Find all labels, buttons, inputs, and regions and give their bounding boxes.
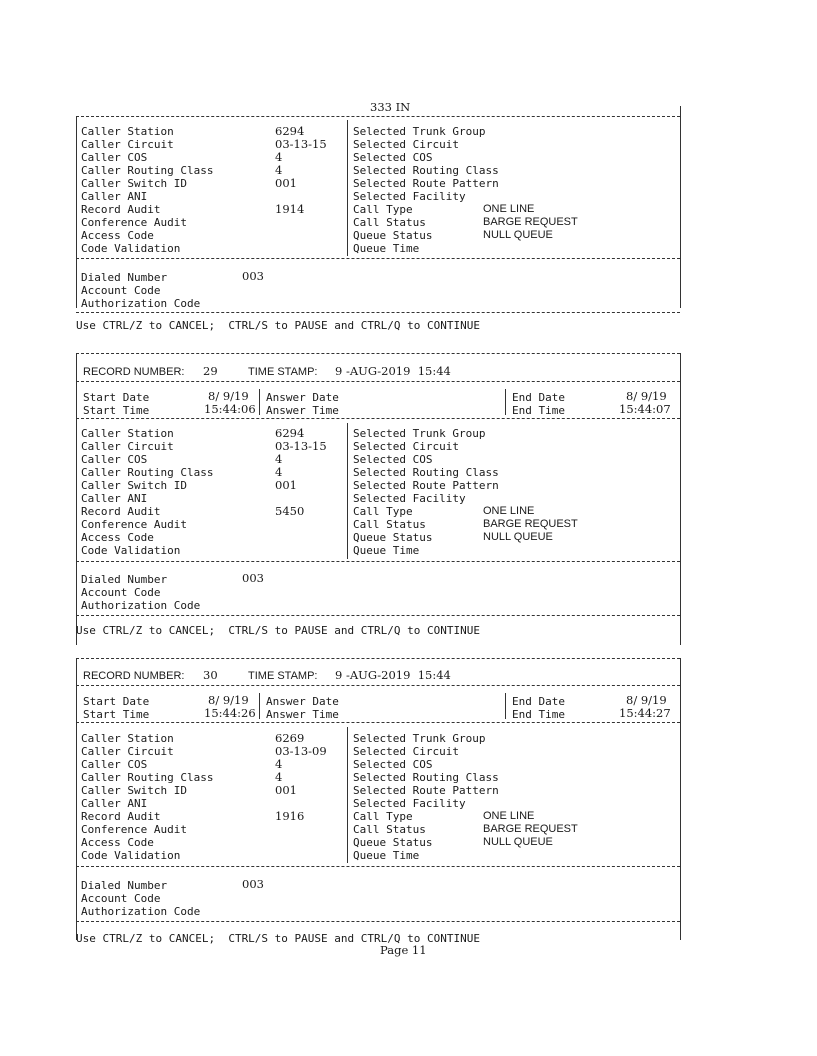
value-start-date: 8/ 9/19 [208, 693, 249, 707]
value-end-date: 8/ 9/19 [626, 389, 667, 403]
page-number: Page 11 [380, 943, 427, 957]
value-call-type: ONE LINE [483, 810, 535, 822]
label-caller-routing-class: Caller Routing Class [81, 164, 214, 177]
value-record-number: 30 [203, 668, 218, 682]
value-dialed-number: 003 [242, 269, 264, 283]
label-caller-circuit: Caller Circuit [81, 440, 174, 453]
value-caller-switch-id: 001 [275, 783, 297, 797]
label-end-date: End Date [512, 391, 565, 404]
divider [76, 312, 680, 313]
label-time-stamp: TIME STAMP: [248, 670, 318, 682]
value-end-time: 15:44:27 [619, 706, 671, 720]
label-selected-circuit: Selected Circuit [353, 440, 459, 453]
label-conference-audit: Conference Audit [81, 216, 187, 229]
label-call-type: Call Type [353, 203, 413, 216]
divider [76, 381, 680, 382]
divider [680, 116, 681, 308]
label-end-date: End Date [512, 695, 565, 708]
value-caller-station: 6294 [275, 426, 305, 440]
label-queue-time: Queue Time [353, 544, 420, 557]
label-selected-cos: Selected COS [353, 453, 433, 466]
divider [76, 722, 680, 723]
label-selected-trunk-group: Selected Trunk Group [353, 125, 486, 138]
value-start-time: 15:44:26 [204, 706, 256, 720]
divider [76, 658, 680, 659]
label-dialed-number: Dialed Number [81, 271, 168, 284]
label-queue-status: Queue Status [353, 229, 433, 242]
label-time-stamp: TIME STAMP: [248, 366, 318, 378]
value-start-time: 15:44:06 [204, 402, 256, 416]
divider [680, 353, 681, 645]
label-answer-time: Answer Time [266, 708, 339, 721]
divider [505, 693, 506, 719]
label-selected-facility: Selected Facility [353, 797, 466, 810]
label-code-validation: Code Validation [81, 242, 181, 255]
value-caller-cos: 4 [275, 452, 283, 466]
label-authorization-code: Authorization Code [81, 599, 201, 612]
label-answer-date: Answer Date [266, 391, 339, 404]
label-answer-time: Answer Time [266, 404, 339, 417]
value-caller-station: 6269 [275, 731, 305, 745]
divider [76, 658, 77, 940]
value-time-stamp: 9 -AUG-2019 15:44 [335, 364, 451, 378]
page-header-title: 333 IN [370, 100, 411, 114]
continue-prompt: Use CTRL/Z to CANCEL; CTRL/S to PAUSE and CTRL/Q to CONTINUE [76, 932, 480, 945]
continue-prompt: Use CTRL/Z to CANCEL; CTRL/S to PAUSE and CTRL/Q to CONTINUE [76, 319, 480, 332]
label-caller-routing-class: Caller Routing Class [81, 771, 214, 784]
divider [76, 116, 680, 117]
label-code-validation: Code Validation [81, 849, 181, 862]
label-dialed-number: Dialed Number [81, 573, 168, 586]
value-record-audit: 5450 [275, 504, 305, 518]
label-account-code: Account Code [81, 892, 161, 905]
value-call-status: BARGE REQUEST [483, 216, 578, 228]
label-start-time: Start Time [83, 708, 150, 721]
label-selected-trunk-group: Selected Trunk Group [353, 427, 486, 440]
continue-prompt: Use CTRL/Z to CANCEL; CTRL/S to PAUSE and CTRL/Q to CONTINUE [76, 624, 480, 637]
label-call-type: Call Type [353, 810, 413, 823]
label-start-date: Start Date [83, 695, 150, 708]
label-queue-status: Queue Status [353, 836, 433, 849]
divider [259, 389, 260, 415]
label-selected-route-pattern: Selected Route Pattern [353, 479, 499, 492]
label-caller-ani: Caller ANI [81, 492, 148, 505]
label-record-number: RECORD NUMBER: [83, 366, 185, 378]
divider [259, 693, 260, 719]
label-selected-circuit: Selected Circuit [353, 745, 459, 758]
divider [76, 561, 680, 562]
label-queue-time: Queue Time [353, 242, 420, 255]
divider [76, 116, 77, 308]
divider [347, 120, 348, 256]
label-conference-audit: Conference Audit [81, 823, 187, 836]
value-caller-cos: 4 [275, 150, 283, 164]
value-caller-routing-class: 4 [275, 465, 283, 479]
value-caller-routing-class: 4 [275, 163, 283, 177]
value-call-status: BARGE REQUEST [483, 518, 578, 530]
value-record-audit: 1916 [275, 809, 305, 823]
label-account-code: Account Code [81, 586, 161, 599]
label-record-number: RECORD NUMBER: [83, 670, 185, 682]
value-record-audit: 1914 [275, 202, 305, 216]
label-selected-facility: Selected Facility [353, 492, 466, 505]
value-caller-circuit: 03-13-15 [275, 137, 327, 151]
value-time-stamp: 9 -AUG-2019 15:44 [335, 668, 451, 682]
label-selected-routing-class: Selected Routing Class [353, 466, 499, 479]
divider [76, 353, 77, 645]
label-access-code: Access Code [81, 531, 154, 544]
label-selected-routing-class: Selected Routing Class [353, 164, 499, 177]
label-caller-switch-id: Caller Switch ID [81, 177, 187, 190]
label-end-time: End Time [512, 708, 565, 721]
label-caller-routing-class: Caller Routing Class [81, 466, 214, 479]
value-caller-circuit: 03-13-09 [275, 744, 327, 758]
label-call-status: Call Status [353, 823, 426, 836]
value-caller-switch-id: 001 [275, 478, 297, 492]
value-record-number: 29 [203, 364, 218, 378]
value-caller-station: 6294 [275, 124, 305, 138]
divider [76, 615, 680, 616]
label-caller-cos: Caller COS [81, 758, 148, 771]
label-caller-switch-id: Caller Switch ID [81, 784, 187, 797]
label-caller-ani: Caller ANI [81, 190, 148, 203]
label-selected-cos: Selected COS [353, 758, 433, 771]
label-record-audit: Record Audit [81, 203, 161, 216]
label-caller-cos: Caller COS [81, 151, 148, 164]
label-record-audit: Record Audit [81, 810, 161, 823]
label-caller-switch-id: Caller Switch ID [81, 479, 187, 492]
label-selected-route-pattern: Selected Route Pattern [353, 784, 499, 797]
label-selected-cos: Selected COS [353, 151, 433, 164]
label-selected-trunk-group: Selected Trunk Group [353, 732, 486, 745]
label-end-time: End Time [512, 404, 565, 417]
label-answer-date: Answer Date [266, 695, 339, 708]
label-account-code: Account Code [81, 284, 161, 297]
label-code-validation: Code Validation [81, 544, 181, 557]
divider [76, 866, 680, 867]
label-selected-routing-class: Selected Routing Class [353, 771, 499, 784]
value-end-time: 15:44:07 [619, 402, 671, 416]
label-access-code: Access Code [81, 229, 154, 242]
divider [347, 423, 348, 559]
value-dialed-number: 003 [242, 877, 264, 891]
divider [76, 685, 680, 686]
divider [76, 353, 680, 354]
label-dialed-number: Dialed Number [81, 879, 168, 892]
label-queue-status: Queue Status [353, 531, 433, 544]
label-start-date: Start Date [83, 391, 150, 404]
label-selected-route-pattern: Selected Route Pattern [353, 177, 499, 190]
label-caller-ani: Caller ANI [81, 797, 148, 810]
divider [347, 727, 348, 863]
divider [680, 658, 681, 940]
value-queue-status: NULL QUEUE [483, 229, 553, 241]
value-call-status: BARGE REQUEST [483, 823, 578, 835]
value-start-date: 8/ 9/19 [208, 389, 249, 403]
label-caller-cos: Caller COS [81, 453, 148, 466]
label-caller-station: Caller Station [81, 427, 174, 440]
value-queue-status: NULL QUEUE [483, 531, 553, 543]
divider [76, 921, 680, 922]
value-end-date: 8/ 9/19 [626, 693, 667, 707]
divider [76, 258, 680, 259]
label-selected-facility: Selected Facility [353, 190, 466, 203]
label-authorization-code: Authorization Code [81, 905, 201, 918]
value-call-type: ONE LINE [483, 505, 535, 517]
label-authorization-code: Authorization Code [81, 297, 201, 310]
label-call-status: Call Status [353, 216, 426, 229]
value-dialed-number: 003 [242, 571, 264, 585]
value-caller-cos: 4 [275, 757, 283, 771]
value-caller-switch-id: 001 [275, 176, 297, 190]
label-call-status: Call Status [353, 518, 426, 531]
label-start-time: Start Time [83, 404, 150, 417]
divider [505, 389, 506, 415]
divider [76, 418, 680, 419]
label-call-type: Call Type [353, 505, 413, 518]
label-caller-station: Caller Station [81, 125, 174, 138]
value-call-type: ONE LINE [483, 203, 535, 215]
value-caller-circuit: 03-13-15 [275, 439, 327, 453]
label-caller-circuit: Caller Circuit [81, 745, 174, 758]
label-queue-time: Queue Time [353, 849, 420, 862]
value-caller-routing-class: 4 [275, 770, 283, 784]
label-record-audit: Record Audit [81, 505, 161, 518]
value-queue-status: NULL QUEUE [483, 836, 553, 848]
label-conference-audit: Conference Audit [81, 518, 187, 531]
label-selected-circuit: Selected Circuit [353, 138, 459, 151]
label-access-code: Access Code [81, 836, 154, 849]
label-caller-station: Caller Station [81, 732, 174, 745]
label-caller-circuit: Caller Circuit [81, 138, 174, 151]
divider [680, 106, 681, 116]
